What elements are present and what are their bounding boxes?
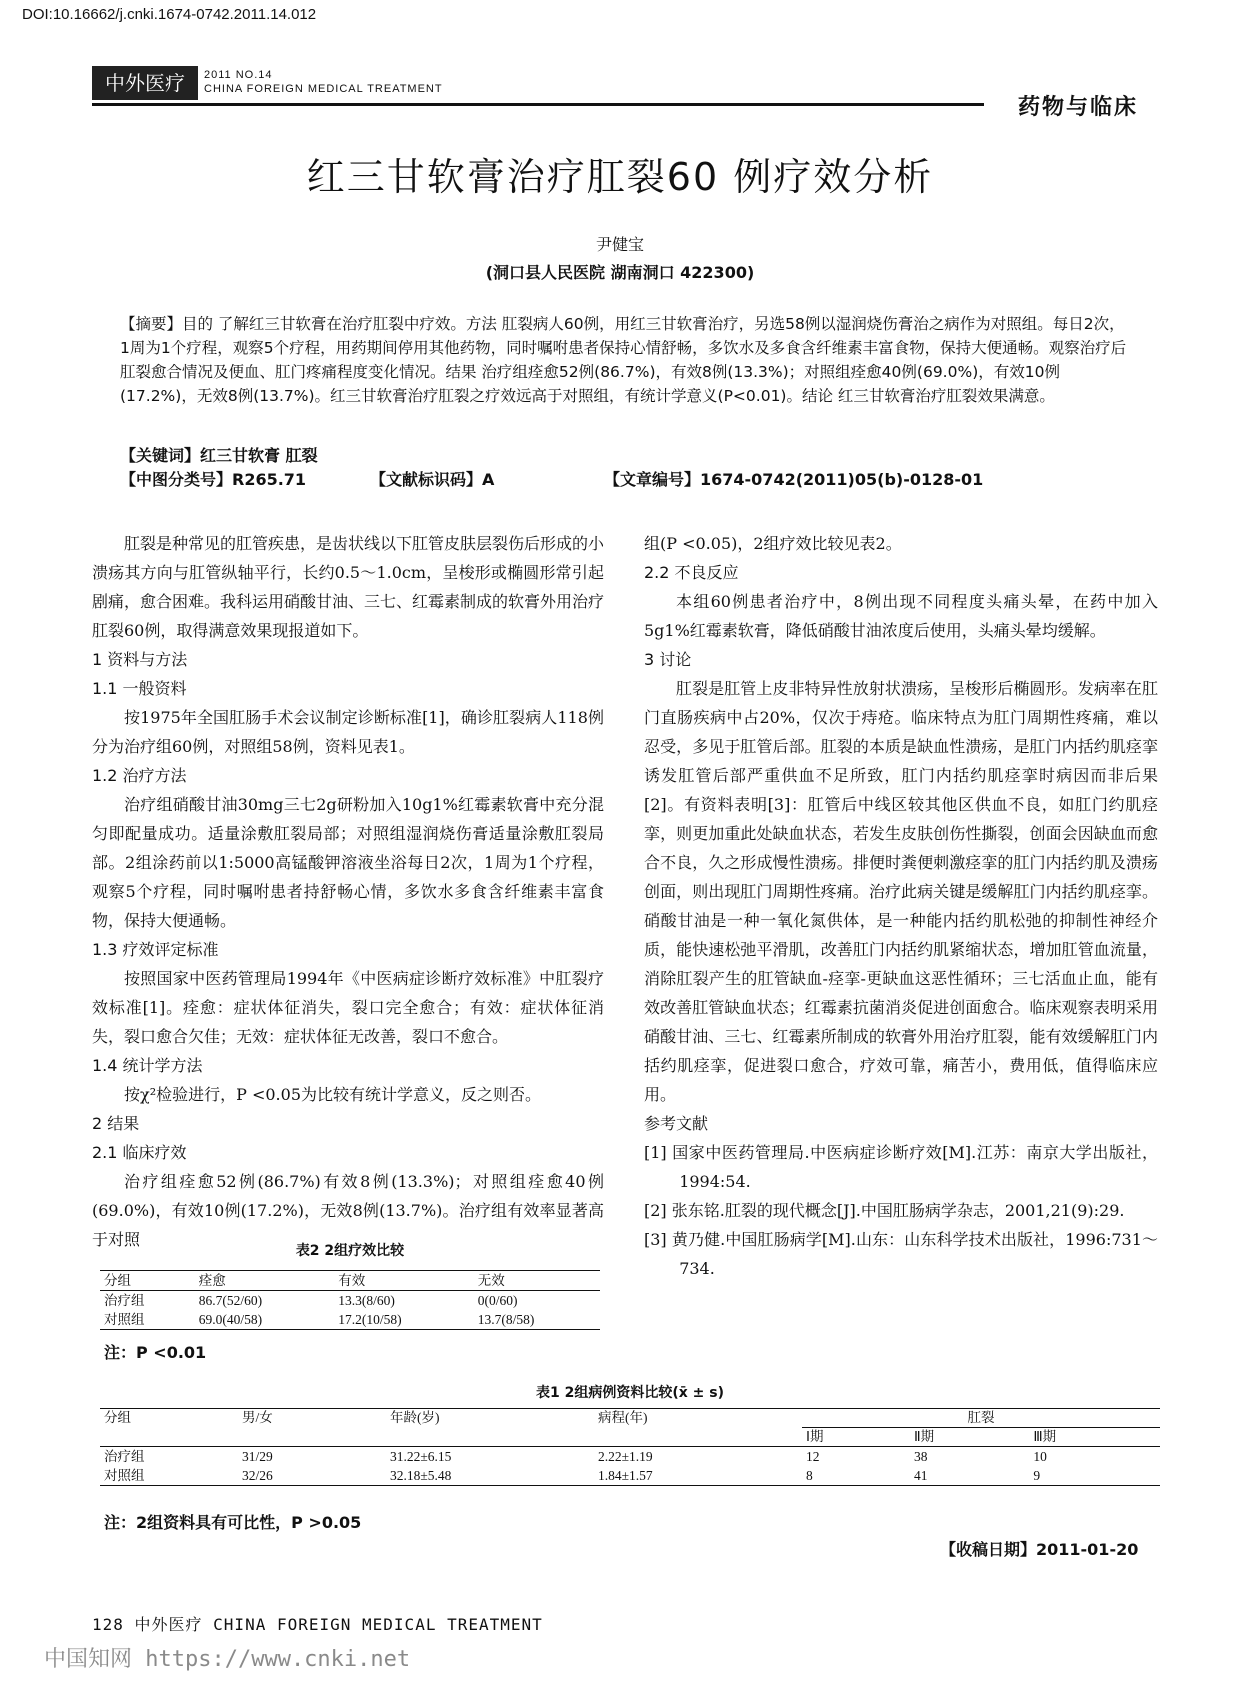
table-cell: 13.3(8/60) [338, 1293, 395, 1308]
affiliation: (洞口县人民医院 湖南洞口 422300) [485, 263, 755, 282]
table1-header: 分组 [104, 1410, 131, 1426]
table-cell: 治疗组 [104, 1449, 145, 1464]
section-heading: 3 讨论 [644, 650, 692, 669]
table-cell: 对照组 [104, 1312, 145, 1327]
table1 [100, 1408, 1160, 1486]
body-paragraph: 治疗组痊愈52例(86.7%)有效8例(13.3%)；对照组痊愈40例(69.0%)，有效10例(17.2%)，无效8例(13.7%)。治疗组有效率显著高于对照 [92, 1172, 604, 1249]
body-paragraph: 按χ²检验进行，P <0.05为比较有统计学意义，反之则否。 [124, 1085, 541, 1104]
table1-subheader-row [100, 1428, 1160, 1447]
table2-title-wrap [100, 1240, 600, 1260]
table1-header: 病程(年) [598, 1410, 648, 1426]
table-cell: 治疗组 [104, 1293, 145, 1308]
table-cell: 31/29 [242, 1449, 273, 1464]
clc-number: 【中图分类号】R265.71 [120, 470, 307, 489]
table-cell: 12 [806, 1449, 820, 1464]
page-footer: 128 中外医疗 CHINA FOREIGN MEDICAL TREATMENT [92, 1615, 543, 1634]
table2-header-row [100, 1271, 600, 1291]
table-cell: 31.22±6.15 [390, 1449, 452, 1464]
cnki-watermark: 中国知网 https://www.cnki.net [44, 1647, 411, 1672]
document-code: 【文献标识码】A [370, 470, 495, 489]
section-heading: 2.2 不良反应 [644, 563, 739, 582]
reference-item: [1] 国家中医药管理局.中医病症诊断疗效[M].江苏：南京大学出版社，1994:54. [644, 1143, 1158, 1191]
article-number: 【文章编号】1674-0742(2011)05(b)-0128-01 [604, 470, 984, 489]
table1-header: 男/女 [242, 1410, 273, 1426]
table2-header: 无效 [474, 1271, 600, 1291]
table-cell: 86.7(52/60) [198, 1293, 263, 1308]
table-cell: 41 [914, 1468, 928, 1483]
section-heading: 1.1 一般资料 [92, 679, 187, 698]
table-cell: 10 [1033, 1449, 1047, 1464]
left-column [92, 529, 604, 1254]
journal-logo: 中外医疗 [92, 66, 198, 100]
table1-header: 年龄(岁) [390, 1410, 440, 1426]
body-paragraph: 按1975年全国肛肠手术会议制定诊断标准[1]，确诊肛裂病人118例分为治疗组60例，对照组58例，资料见表1。 [92, 708, 604, 756]
table2-header: 痊愈 [195, 1271, 334, 1291]
table2-header: 有效 [334, 1271, 473, 1291]
body-paragraph: 本组60例患者治疗中，8例出现不同程度头痛头晕，在药中加入5g1%红霉素软膏，降低硝酸甘油浓度后使用，头痛头晕均缓解。 [644, 592, 1158, 640]
reference-item: [3] 黄乃健.中国肛肠病学[M].山东：山东科学技术出版社，1996:731～734. [644, 1230, 1158, 1278]
table-cell: 17.2(10/58) [338, 1312, 402, 1327]
body-paragraph: 按照国家中医药管理局1994年《中医病症诊断疗效标准》中肛裂疗效标准[1]。痊愈：症状体征消失，裂口完全愈合；有效：症状体征消失，裂口愈合欠佳；无效：症状体征无改善，裂口不愈合。 [92, 969, 604, 1046]
table-cell: 2.22±1.19 [598, 1449, 653, 1464]
table-cell: 9 [1033, 1468, 1041, 1483]
table2-note: 注：P <0.01 [104, 1343, 207, 1362]
journal-english-name: CHINA FOREIGN MEDICAL TREATMENT [204, 83, 443, 95]
article-title: 红三甘软膏治疗肛裂60 例疗效分析 [306, 155, 934, 199]
section-heading: 1.4 统计学方法 [92, 1056, 203, 1075]
table2-header: 分组 [100, 1271, 195, 1291]
section-heading: 1.2 治疗方法 [92, 766, 187, 785]
table-cell: 13.7(8/58) [477, 1312, 535, 1327]
body-paragraph: 肛裂是种常见的肛管疾患，是齿状线以下肛管皮肤层裂伤后形成的小溃疡其方向与肛管纵轴平行，长约0.5～1.0cm，呈梭形或椭圆形常引起剧痛，愈合困难。我科运用硝酸甘油、三七、红霉素制成的软膏外用治疗肛裂60例，取得满意效果现报道如下。 [92, 534, 605, 640]
table2-title: 表2 2组疗效比较 [295, 1243, 405, 1259]
header-rule [92, 103, 984, 106]
table-cell: 32/26 [242, 1468, 273, 1483]
doi-line: DOI:10.16662/j.cnki.1674-0742.2011.14.012 [22, 6, 317, 23]
table1-title: 表1 2组病例资料比较(x̄ ± s) [536, 1385, 724, 1401]
received-date: 【收稿日期】2011-01-20 [940, 1540, 1139, 1559]
table-row [100, 1310, 600, 1330]
table1-note: 注：2组资料具有可比性，P >0.05 [104, 1513, 362, 1532]
abstract: 【摘要】目的 了解红三甘软膏在治疗肛裂中疗效。方法 肛裂病人60例，用红三甘软膏治疗，另选58例以湿润烧伤膏治之病作为对照组。每日2次，1周为1个疗程，观察5个疗程，用药期间停用其他药物，同时嘱咐患者保持心情舒畅，多饮水及多食含纤维素丰富食物，保持大便通畅。观察治疗后肛裂愈合情况及便血、肛门疼痛程度变化情况。结果 治疗组痊愈52例(86.7%)，有效8例(13.3%)；对照组痊愈40例(69.0%)，有效10例(17.2%)，无效8例(13.7%)。红三甘软膏治疗肛裂之疗效远高于对照组，有统计学意义(P<0.01)。结论 红三甘软膏治疗肛裂效果满意。 [120, 315, 1127, 405]
issue-number: 2011 NO.14 [204, 69, 273, 81]
section-heading: 1.3 疗效评定标准 [92, 940, 219, 959]
table-cell: 对照组 [104, 1468, 145, 1483]
table1-subheader: Ⅰ期 [802, 1428, 910, 1447]
table-row [100, 1291, 600, 1311]
table2 [100, 1270, 600, 1330]
section-heading: 2 结果 [92, 1114, 140, 1133]
body-paragraph: 组(P <0.05)，2组疗效比较见表2。 [644, 534, 902, 553]
body-paragraph: 肛裂是肛管上皮非特异性放射状溃疡，呈梭形后椭圆形。发病率在肛门直肠疾病中占20%，仅次于痔疮。临床特点为肛门周期性疼痛，难以忍受，多见于肛管后部。肛裂的本质是缺血性溃疡，是肛门内括约肌痉挛诱发肛管后部严重供血不足所致，肛门内括约肌痉挛时病因而非后果[2]。有资料表明[3]：肛管后中线区较其他区供血不良，如肛门约肌痉挛，则更加重此处缺血状态，若发生皮肤创伤性撕裂，创面会因缺血而愈合不良，久之形成慢性溃疡。排便时粪便刺激痉挛的肛门内括约肌及溃疡创面，则出现肛门周期性疼痛。治疗此病关键是缓解肛门内括约肌痉挛。硝酸甘油是一种一氧化氮供体，是一种能内括约肌松弛的抑制性神经介质，能快速松弛平滑肌，改善肛门内括约肌紧缩状态，增加肛管血流量，消除肛裂产生的肛管缺血-痉挛-更缺血这恶性循环；三七活血止血，能有效改善肛管缺血状态；红霉素抗菌消炎促进创面愈合。临床观察表明采用硝酸甘油、三七、红霉素所制成的软膏外用治疗肛裂，能有效缓解肛门内括约肌痉挛，促进裂口愈合，疗效可靠，痛苦小，费用低，值得临床应用。 [644, 679, 1158, 1104]
section-heading: 2.1 临床疗效 [92, 1143, 187, 1162]
section-heading: 1 资料与方法 [92, 650, 188, 669]
table-row [100, 1466, 1160, 1486]
issue-info [204, 68, 443, 96]
table-cell: 32.18±5.48 [390, 1468, 452, 1483]
right-column [644, 529, 1158, 1283]
table-cell: 38 [914, 1449, 928, 1464]
table1-header: 肛裂 [802, 1409, 1160, 1428]
table-row [100, 1447, 1160, 1467]
table-cell: 0(0/60) [477, 1293, 518, 1308]
author: 尹健宝 [595, 235, 644, 254]
keywords: 【关键词】红三甘软膏 肛裂 [120, 446, 318, 465]
section-label: 药物与临床 [1018, 95, 1139, 120]
table1-subheader: Ⅲ期 [1029, 1428, 1160, 1447]
body-paragraph: 治疗组硝酸甘油30mg三七2g研粉加入10g1%红霉素软膏中充分混匀即配量成功。适量涂敷肛裂局部；对照组湿润烧伤膏适量涂敷肛裂局部。2组涂药前以1:5000高锰酸钾溶液坐浴每日2次，1周为1个疗程，观察5个疗程，同时嘱咐患者持舒畅心情，多饮水多食含纤维素丰富食物，保持大便通畅。 [92, 795, 604, 930]
table-cell: 8 [806, 1468, 813, 1483]
reference-item: [2] 张东铭.肛裂的现代概念[J].中国肛肠病学杂志，2001,21(9):29. [644, 1201, 1125, 1220]
table-cell: 1.84±1.57 [598, 1468, 653, 1483]
table1-header-row [100, 1409, 1160, 1428]
table-cell: 69.0(40/58) [198, 1312, 263, 1327]
table1-subheader: Ⅱ期 [910, 1428, 1029, 1447]
table1-title-wrap [100, 1382, 1160, 1402]
section-heading: 参考文献 [644, 1114, 709, 1133]
